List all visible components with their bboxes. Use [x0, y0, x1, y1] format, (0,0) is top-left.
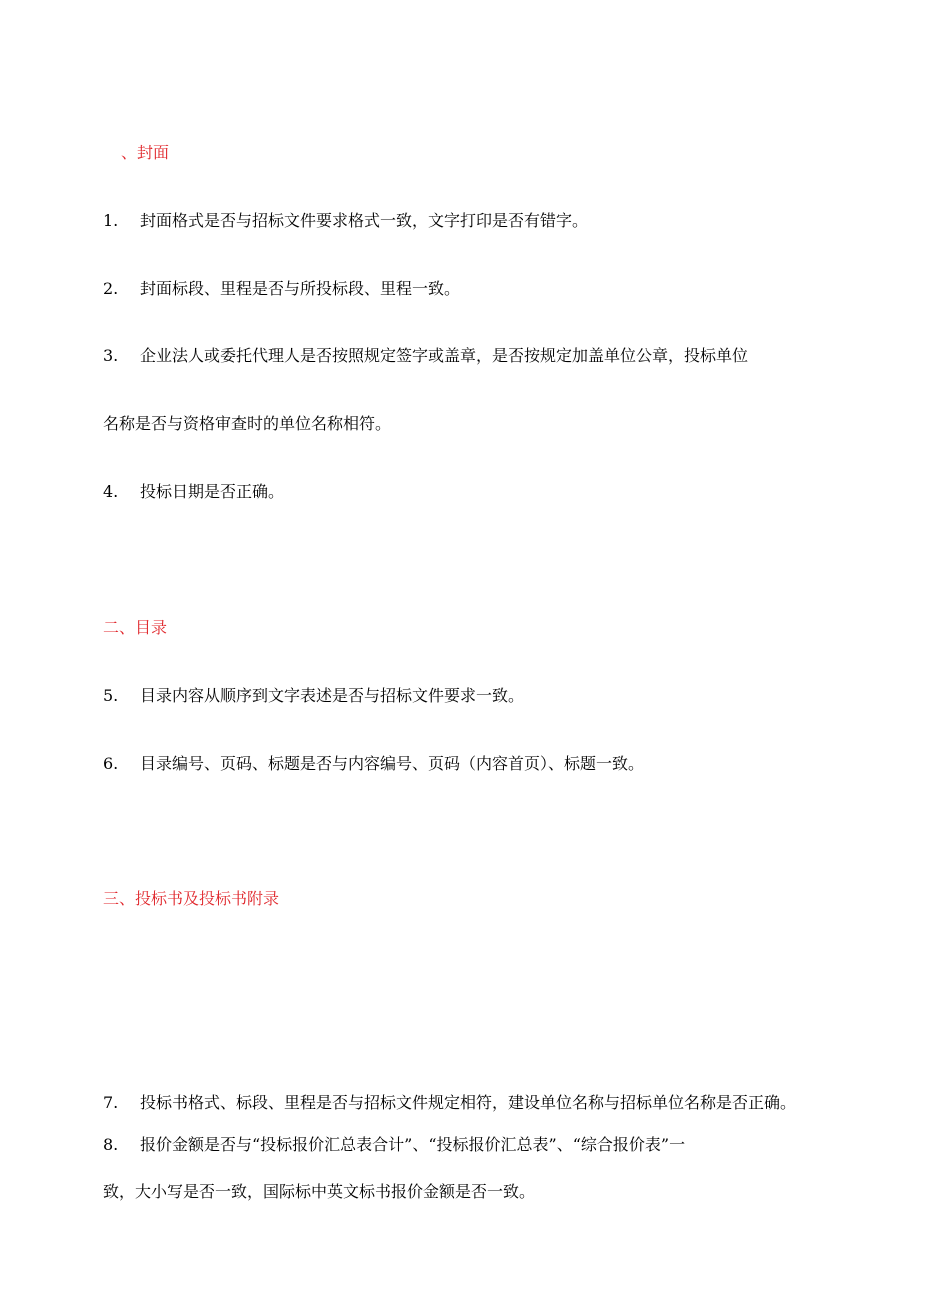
item-continuation: 致，大小写是否一致，国际标中英文标书报价金额是否一致。	[103, 1182, 536, 1201]
item-text: 目录编号、页码、标题是否与内容编号、页码（内容首页）、标题一致。	[140, 754, 645, 773]
item-number: 5.	[103, 686, 119, 705]
list-item	[103, 1136, 833, 1154]
item-number: 6.	[103, 754, 119, 773]
item-number: 2.	[103, 279, 119, 298]
item-number: 3.	[103, 346, 119, 365]
list-item	[103, 280, 833, 298]
item-number: 1.	[103, 211, 119, 230]
item-text: 目录内容从顺序到文字表述是否与招标文件要求一致。	[140, 686, 525, 705]
section-heading-cover: 、封面	[121, 143, 170, 162]
item-number: 4.	[103, 482, 119, 501]
section-heading-tender: 三、投标书及投标书附录	[103, 889, 280, 908]
item-number: 7.	[103, 1093, 119, 1112]
item-text: 投标日期是否正确。	[140, 482, 285, 501]
item-text: 封面格式是否与招标文件要求格式一致，文字打印是否有错字。	[140, 211, 589, 230]
list-item	[103, 347, 833, 365]
item-text: 封面标段、里程是否与所投标段、里程一致。	[140, 279, 461, 298]
item-text: 报价金额是否与“投标报价汇总表合计”、“投标报价汇总表”、“综合报价表”一	[140, 1135, 686, 1154]
list-item	[103, 1094, 833, 1112]
list-item	[103, 212, 833, 230]
section-heading-contents: 二、目录	[103, 618, 168, 637]
item-continuation: 名称是否与资格审查时的单位名称相符。	[103, 414, 392, 433]
list-item	[103, 483, 833, 501]
item-number: 8.	[103, 1135, 119, 1154]
list-item	[103, 687, 833, 705]
item-text: 投标书格式、标段、里程是否与招标文件规定相符，建设单位名称与招标单位名称是否正确。	[140, 1093, 797, 1112]
list-item	[103, 755, 833, 773]
item-text: 企业法人或委托代理人是否按照规定签字或盖章，是否按规定加盖单位公章，投标单位	[140, 346, 749, 365]
